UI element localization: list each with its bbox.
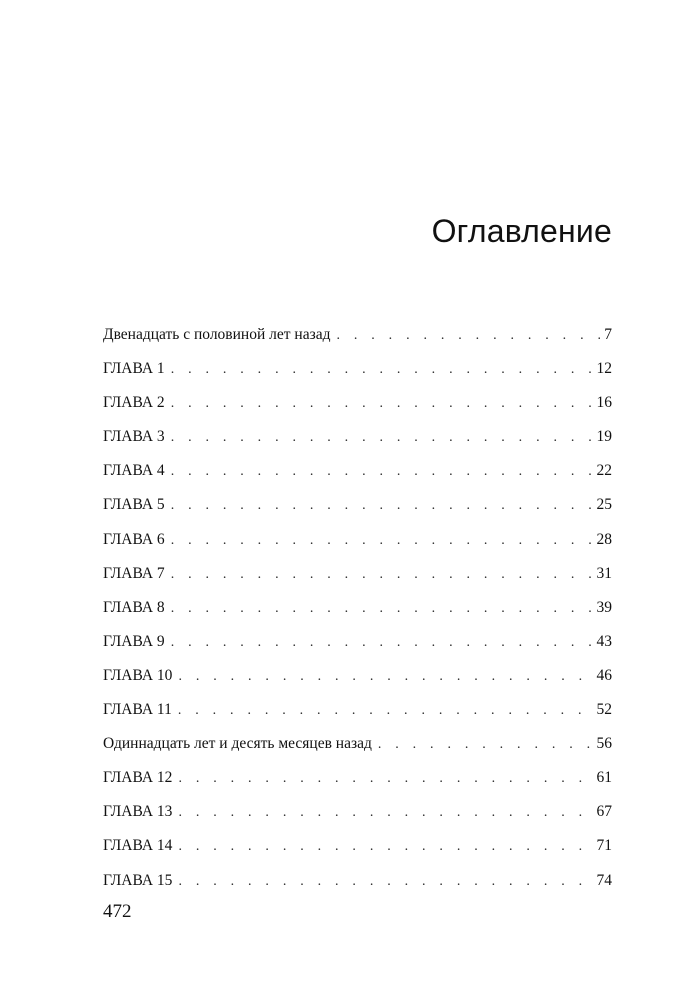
toc-entry[interactable]: [103, 557, 612, 591]
toc-entry[interactable]: [103, 761, 612, 795]
toc-entry-page: 12: [596, 360, 612, 378]
toc-entry-page: 25: [596, 496, 612, 514]
toc-entry[interactable]: [103, 454, 612, 488]
toc-entry-label: ГЛАВА 9: [103, 632, 165, 650]
toc-entry-page: 7: [604, 326, 612, 343]
dot-leader: [178, 762, 592, 796]
toc-entry-label: ГЛАВА 1: [103, 360, 165, 378]
dot-leader: [178, 660, 592, 694]
toc-entry[interactable]: [103, 693, 612, 727]
dot-leader: [171, 421, 593, 455]
toc-entry-page: 46: [596, 666, 612, 684]
toc-entry-label: ГЛАВА 7: [103, 564, 165, 582]
dot-leader: [171, 455, 593, 489]
toc-entry-label: ГЛАВА 13: [103, 803, 173, 821]
toc-entry-label: ГЛАВА 10: [103, 666, 173, 684]
toc-entry[interactable]: [103, 591, 612, 625]
toc-entry[interactable]: [103, 318, 612, 352]
dot-leader: [171, 558, 593, 592]
toc-entry-page: 52: [596, 701, 612, 719]
toc-entry-label: Двенадцать с половиной лет назад: [103, 326, 331, 343]
toc-entry-page: 43: [596, 632, 612, 650]
toc-entry-page: 67: [596, 803, 612, 821]
toc-entry-page: 39: [596, 598, 612, 616]
dot-leader: [178, 796, 592, 830]
toc-entry-label: ГЛАВА 4: [103, 462, 165, 480]
toc-entry-label: ГЛАВА 6: [103, 530, 165, 548]
toc-entry[interactable]: [103, 795, 612, 829]
toc-entry-page: 71: [596, 837, 612, 855]
toc-entry-label: ГЛАВА 5: [103, 496, 165, 514]
dot-leader: [171, 387, 593, 421]
toc-entry-page: 56: [596, 735, 612, 753]
toc-entry-label: ГЛАВА 2: [103, 394, 165, 412]
toc-entry-page: 28: [596, 530, 612, 548]
dot-leader: [178, 830, 592, 864]
dot-leader: [171, 353, 593, 387]
toc-entry-label: ГЛАВА 8: [103, 598, 165, 616]
toc-entry-page: 16: [596, 394, 612, 412]
toc-entry[interactable]: [103, 864, 612, 898]
toc-entry[interactable]: [103, 352, 612, 386]
toc-entry[interactable]: [103, 488, 612, 522]
dot-leader: [178, 694, 593, 728]
dot-leader: [178, 865, 592, 899]
toc-entry[interactable]: [103, 727, 612, 761]
dot-leader: [171, 626, 593, 660]
toc-entry-label: ГЛАВА 15: [103, 871, 173, 889]
toc-entry-page: 31: [596, 564, 612, 582]
toc-list: [103, 318, 612, 898]
toc-entry[interactable]: [103, 523, 612, 557]
toc-entry-label: ГЛАВА 14: [103, 837, 173, 855]
toc-entry-label: ГЛАВА 12: [103, 769, 173, 787]
toc-entry-page: 19: [596, 428, 612, 446]
toc-entry-label: Одиннадцать лет и десять месяцев назад: [103, 735, 372, 753]
toc-title: Оглавление: [431, 213, 612, 249]
toc-entry[interactable]: [103, 829, 612, 863]
page-number: 472: [103, 901, 132, 922]
toc-entry[interactable]: [103, 659, 612, 693]
toc-entry-label: ГЛАВА 3: [103, 428, 165, 446]
dot-leader: [336, 319, 600, 353]
dot-leader: [171, 524, 593, 558]
dot-leader: [171, 592, 593, 626]
toc-entry-page: 74: [596, 871, 612, 889]
toc-entry[interactable]: [103, 420, 612, 454]
dot-leader: [171, 489, 593, 523]
dot-leader: [378, 728, 593, 762]
toc-entry[interactable]: [103, 625, 612, 659]
toc-entry[interactable]: [103, 386, 612, 420]
toc-entry-label: ГЛАВА 11: [103, 701, 172, 719]
toc-entry-page: 22: [596, 462, 612, 480]
toc-entry-page: 61: [596, 769, 612, 787]
